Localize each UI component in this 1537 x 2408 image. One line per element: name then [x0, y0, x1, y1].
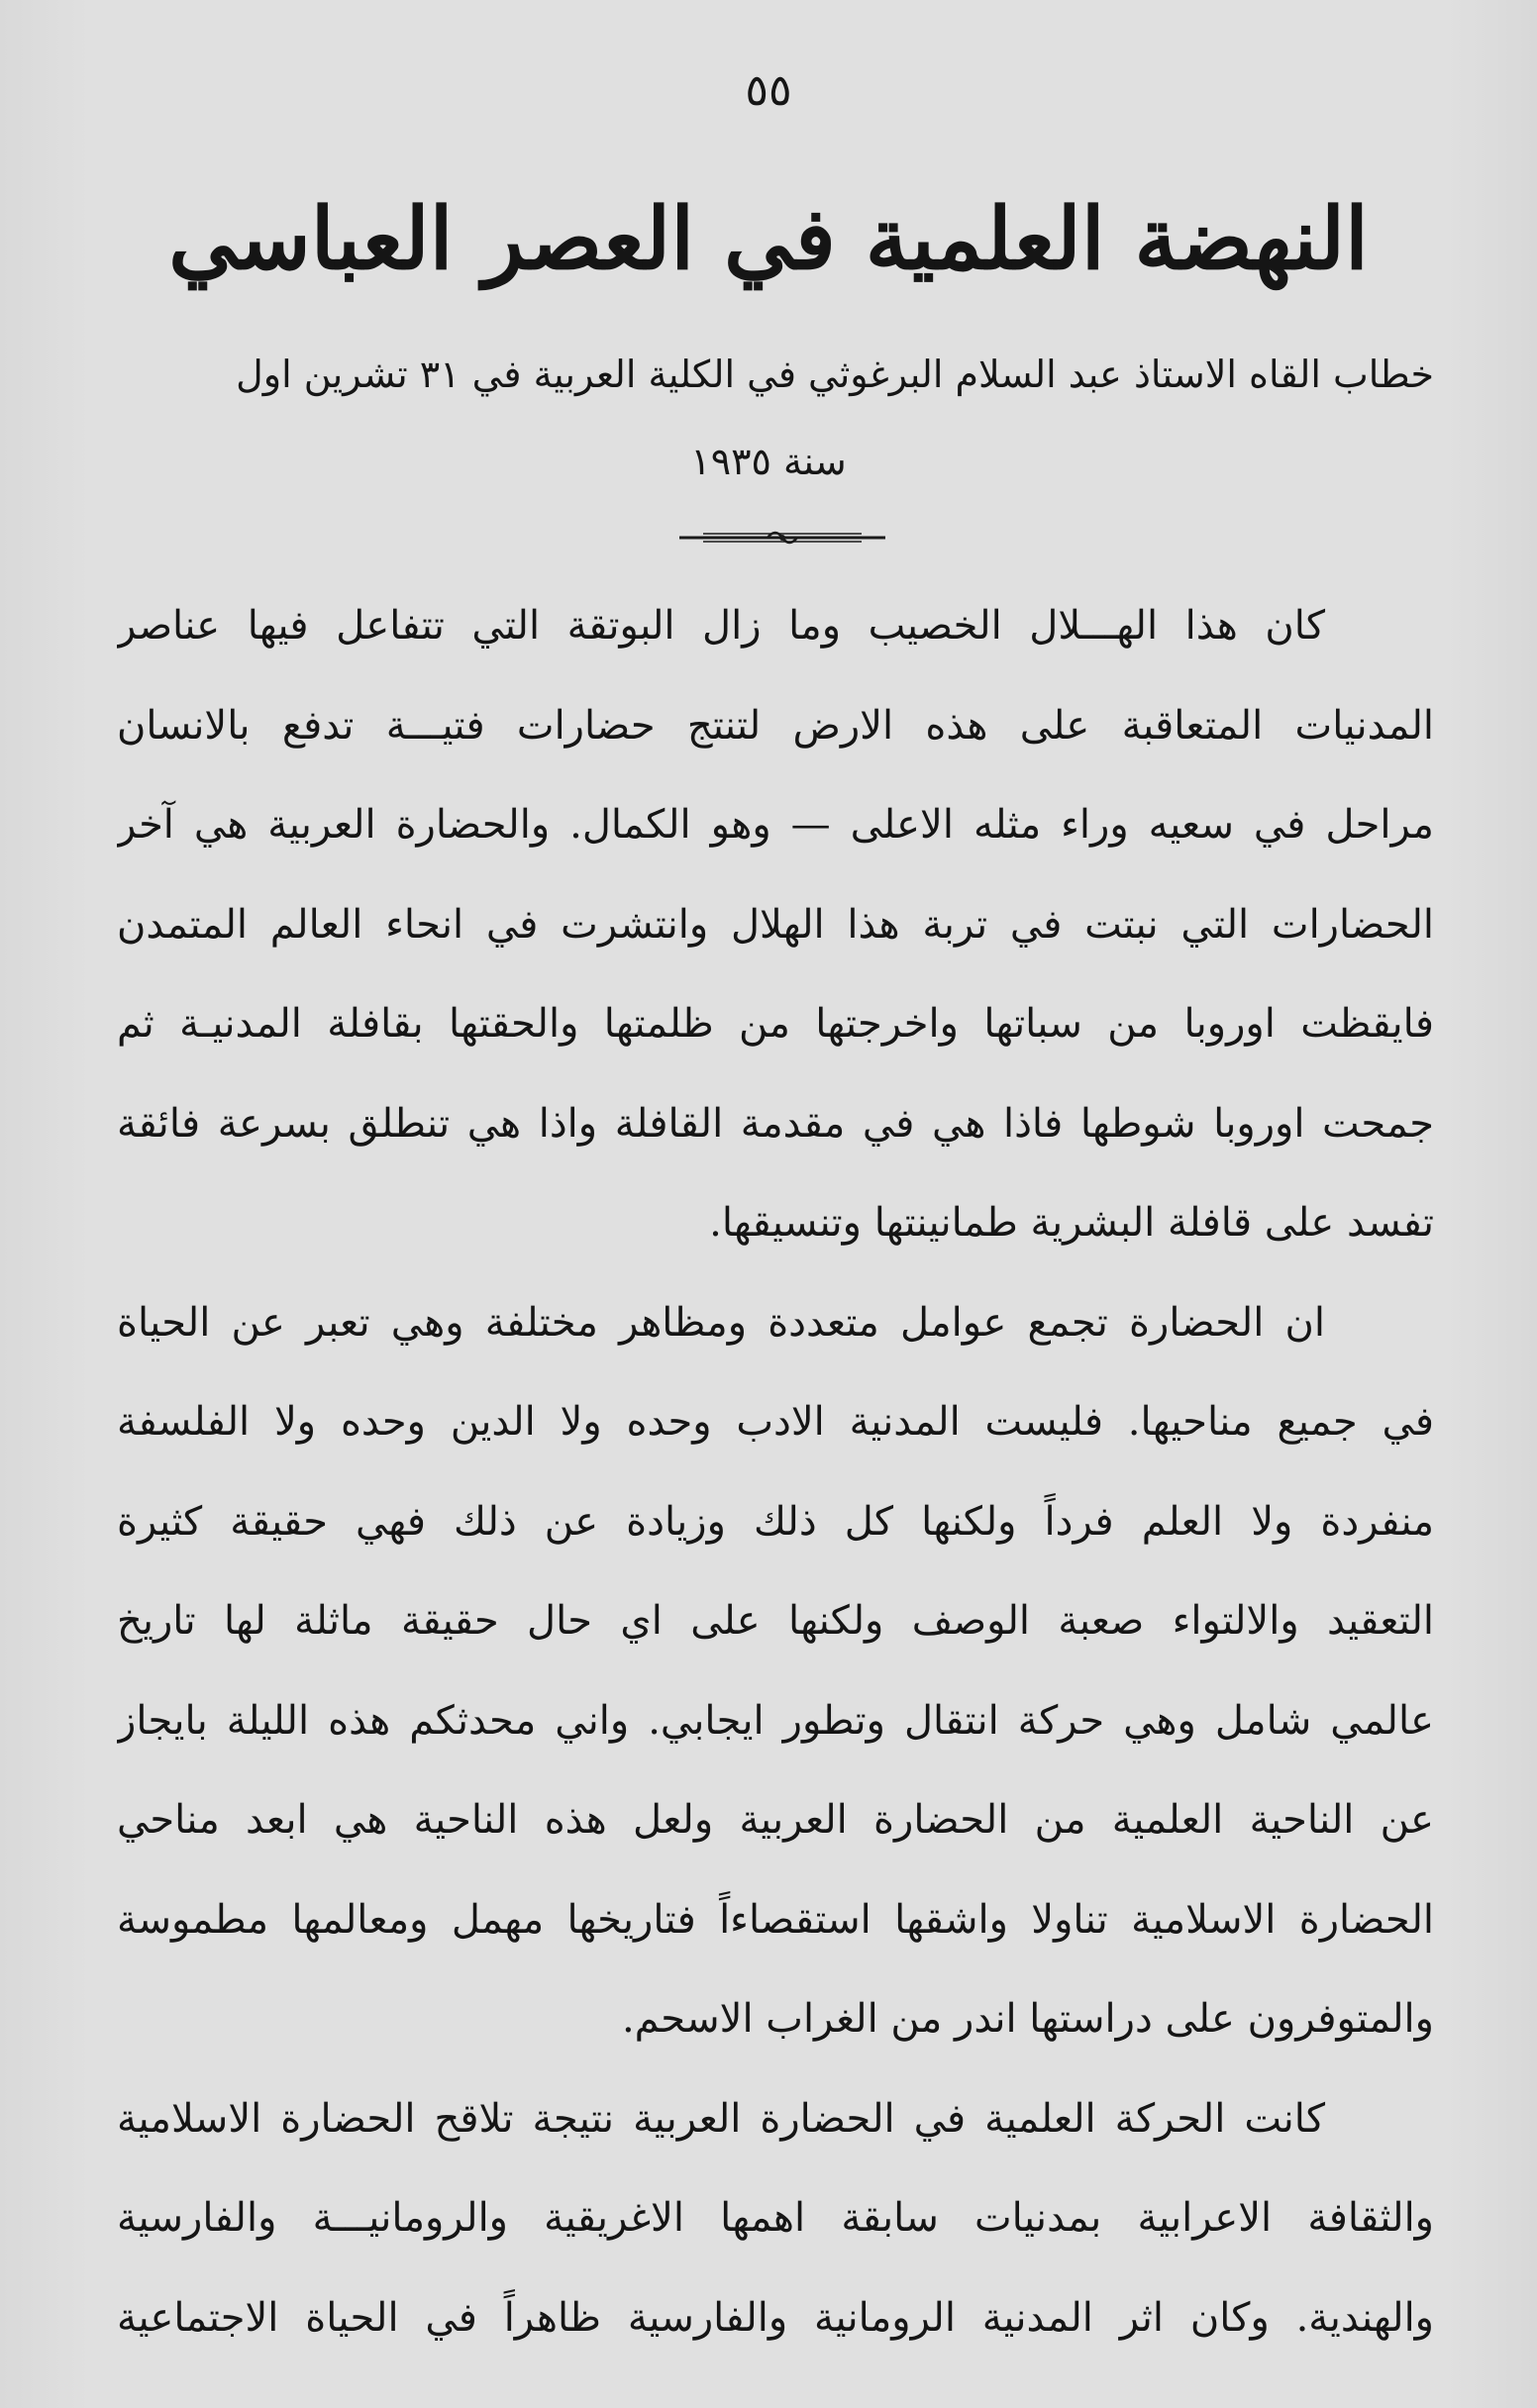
text-line: مراحل في سعيه وراء مثله الاعلى — وهو الكمال. والحضارة العربية هي آخر — [117, 802, 1434, 848]
page-number: ٥٥ — [745, 65, 792, 116]
text-line: والثقافة الاعرابية بمدنيات سابقة اهمها الاغريقية والرومانيـــة والفارسية — [117, 2195, 1434, 2241]
text-line: عن الناحية العلمية من الحضارة العربية ولعل هذه الناحية هي ابعد مناحي — [117, 1797, 1434, 1843]
text-line: المدنيات المتعاقبة على هذه الارض لتنتج حضارات فتيـــة تدفع بالانسان — [117, 702, 1434, 749]
subtitle-line-2: سنة ١٩٣٥ — [690, 440, 847, 483]
text-line: كانت الحركة العلمية في الحضارة العربية نتيجة تلاقح الحضارة الاسلامية — [117, 2095, 1325, 2142]
text-line: في جميع مناحيها. فليست المدنية الادب وحده ولا الدين وحده ولا الفلسفة — [117, 1399, 1434, 1445]
text-line: الحضارات التي نبتت في تربة هذا الهلال وانتشرت في انحاء العالم المتمدن — [117, 901, 1434, 948]
text-line: كان هذا الهـــلال الخصيب وما زال البوتقة التي تتفاعل فيها عناصر — [117, 603, 1325, 649]
ornament-divider-icon — [673, 523, 891, 552]
text-line: ان الحضارة تجمع عوامل متعددة ومظاهر مختلفة وهي تعبر عن الحياة — [117, 1299, 1325, 1346]
subtitle-line-1: خطاب القاه الاستاذ عبد السلام البرغوثي في الكلية العربية في ٣١ تشرين اول — [236, 352, 1434, 396]
body-text — [117, 576, 1434, 2367]
text-line: والهندية. وكان اثر المدنية الرومانية والفارسية ظاهراً في الحياة الاجتماعية — [117, 2294, 1434, 2341]
text-line: والمتوفرون على دراستها اندر من الغراب الاسحم. — [621, 1996, 1434, 2042]
text-line: منفردة ولا العلم فرداً ولكنها كل ذلك وزيادة عن ذلك فهي حقيقة كثيرة — [117, 1498, 1434, 1545]
paragraph-2 — [117, 1273, 1434, 2069]
text-line: عالمي شامل وهي حركة انتقال وتطور ايجابي. واني محدثكم هذه الليلة بايجاز — [117, 1697, 1434, 1744]
page-title: النهضة العلمية في العصر العباسي — [168, 189, 1369, 289]
paragraph-1 — [117, 576, 1434, 1273]
text-line: فايقظت اوروبا من سباتها واخرجتها من ظلمتها والحقتها بقافلة المدنيـة ثم — [117, 1001, 1434, 1047]
text-line: جمحت اوروبا شوطها فاذا هي في مقدمة القافلة واذا هي تنطلق بسرعة فائقة — [117, 1100, 1434, 1147]
paragraph-3 — [117, 2069, 1434, 2368]
text-line: التعقيد والالتواء صعبة الوصف ولكنها على اي حال حقيقة ماثلة لها تاريخ — [117, 1598, 1434, 1644]
text-line: الحضارة الاسلامية تناولا واشقها استقصاءاً فتاريخها مهمل ومعالمها مطموسة — [117, 1896, 1434, 1943]
text-line: تفسد على قافلة البشرية طمانينتها وتنسيقها. — [709, 1200, 1434, 1246]
